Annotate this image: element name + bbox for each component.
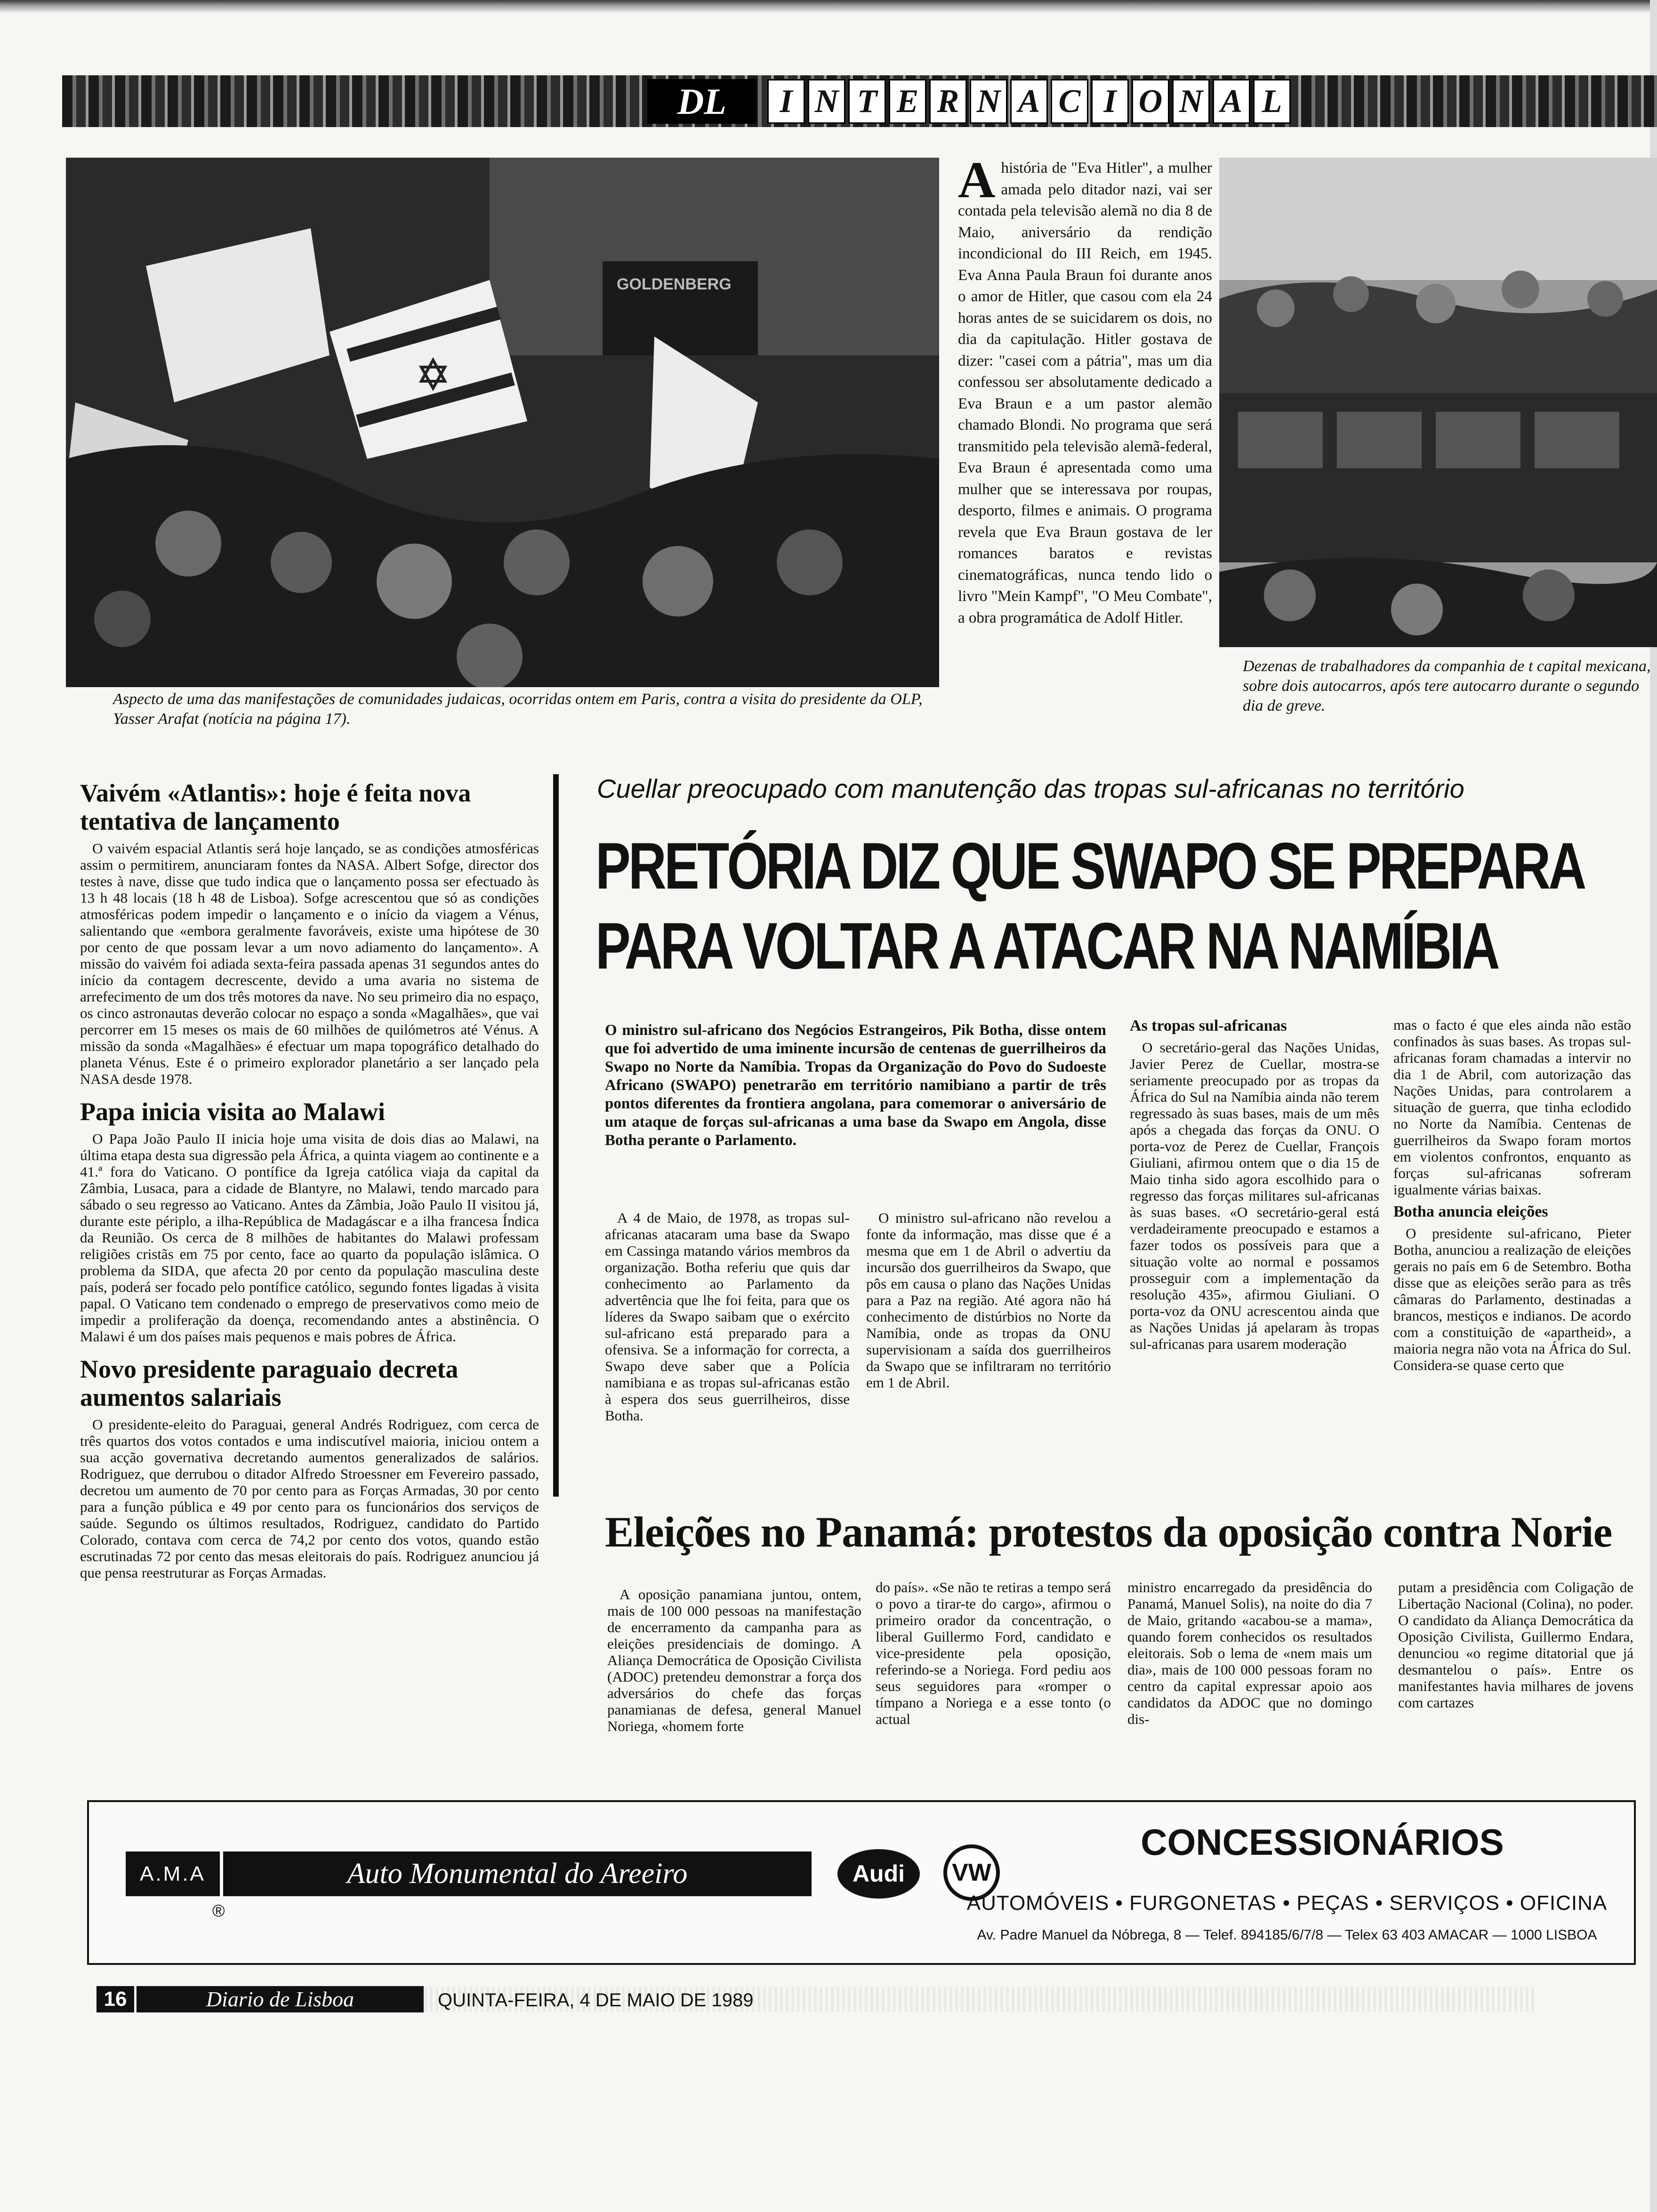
issue-date: QUINTA-FEIRA, 4 DE MAIO DE 1989 <box>438 1990 754 2011</box>
section-title <box>767 79 1291 124</box>
main-col2: O ministro sul-africano não revelou a fonte da informação, mas disse que é a mesma que em 1 de Abril o advertiu da incursão dos guerrilheiros da Swapo, que pôs em causa o plano das Nações Unidas para a Paz na região. Até agora não há conhecimento de distúrbios no Norte da Namíbia, onde as tropas da ONU supervisionam a saída dos guerrilheiros da Swapo que se infiltraram no território em 1 de Abril. <box>866 1210 1111 1391</box>
section-letter: R <box>929 79 967 124</box>
section-letter: N <box>970 79 1007 124</box>
main-headline <box>595 826 1650 986</box>
ad-services: AUTOMÓVEIS • FURGONETAS • PEÇAS • SERVIÇOS • OFICINA <box>966 1891 1608 1915</box>
scan-top-edge <box>0 0 1657 13</box>
panama-col1: A oposição panamiana juntou, ontem, mais de 100 000 pessoas na manifestação de encerramento da campanha para as eleições presidenciais de domingo. A Aliança Democrática de Oposição Civilista (ADOC) pretendeu demonstrar a força dos adversários do chefe das forças panamianas de defesa, general Manuel Noriega, «homem forte <box>607 1586 861 1734</box>
col4-body: mas o facto é que eles ainda não estão confinados às suas bases. As tropas sul-africanas foram chamadas a intervir no dia 1 de Abril, com autorização das Nações Unidas, para controlarem a situação de guerra, que tinha eclodido no Norte da Namíbia. Centenas de guerrilheiros da Swapo foram mortos em violentos confrontos, enquanto as forças sul-africanas sofreram igualmente várias baixas. <box>1393 1017 1631 1198</box>
pope-body: O Papa João Paulo II inicia hoje uma visita de dois dias ao Malawi, na última etapa desta sua digressão pela África, a quinta viagem ao continente e a 41.ª fora do Vaticano. O pontífice da Igreja católica viaja da capital da Zâmbia, Lusaca, para a cidade de Blantyre, no Malawi, tendo marcado para sábado o seu regresso ao Vaticano. Antes da Zâmbia, João Paulo II visitou já, durante este périplo, a ilha-República de Madagáscar e a ilha francesa Índica da Reunião. Os cerca de 8 milhões de habitantes do Malawi professam religiões cristãs em 75 por cento, face ao quarto da população islâmica. O problema da SIDA, que afecta 20 por cento da população masculina deste país, poderá ser focado pelo pontífice católico, segundo fontes ligadas à visita papal. O Vaticano tem condenado o emprego de preservativos como meio de impedir a proliferação da doença, recomendando antes a abstinência. O Malawi é um dos países mais pequenos e mais pobres de África. <box>80 1130 539 1345</box>
main-headline-line1: PRETÓRIA DIZ QUE SWAPO SE PREPARA <box>595 829 1585 903</box>
col3-subhead: As tropas sul-africanas <box>1130 1017 1287 1034</box>
pope-headline: Papa inicia visita ao Malawi <box>80 1098 385 1126</box>
photo-mexico-caption: Dezenas de trabalhadores da companhia de t capital mexicana, sobre dois autocarros, após tere autocarro durante o segundo dia de greve. <box>1243 657 1651 714</box>
eva-story <box>958 151 1212 629</box>
main-lead: O ministro sul-africano dos Negócios Estrangeiros, Pik Botha, disse ontem que foi advertido de uma iminente incursão de centenas de guerrilheiros da Swapo no Norte da Namíbia. Tropas da Organização do Povo do Sudoeste Africano (SWAPO) penetrarão em território namibiano a partir de três pontos diferentes da frontiera angolana, para comemorar o aniversário de um ataque de forças sul-africanas a uma base da Swapo em Angola, disse Botha perante o Parlamento. <box>605 1022 1106 1149</box>
left-news-column <box>80 779 539 1581</box>
atlantis-body: O vaivém espacial Atlantis será hoje lançado, se as condições atmosféricas assim o permitirem, anunciaram fontes da NASA. Albert Sofge, director dos testes à nave, disse que tudo indica que o lançamento possa ser efectuado às 13 h 48 locais (18 h 48 de Lisboa). Sofge acrescentou que só as condições atmosféricas podem impedir o lançamento e o início da viagem a Vénus, salientando que «embora geralmente favoráveis, existe uma hipótese de 30 por cento de que possam levar a um novo adiamento do lançamento». A missão do vaivém foi adiada sexta-feira passada apenas 31 segundos antes do início da contagem decrescente, devido a uma avaria no sistema de arrefecimento de um dos três motores da nave. No seu primeiro dia no espaço, os cinco astronautas deverão colocar no espaço a sonda «Magalhães», que vai percorrer em 15 meses os mais de 60 milhões de quilómetros até Vénus. A missão da sonda «Magalhães» é efectuar um mapa topográfico detalhado do planeta Vénus. Este é o primeiro explorador planetário a ser lançado pela NASA desde 1978. <box>80 840 539 1087</box>
photo-paris-demonstration <box>66 158 939 687</box>
paraguay-headline: Novo presidente paraguaio decreta aumentos salariais <box>80 1355 458 1411</box>
main-col1: A 4 de Maio, de 1978, as tropas sul-africanas atacaram uma base da Swapo em Cassinga matando vários membros da organização. Botha referiu que quis dar conhecimento ao Parlamento da advertência que lhe foi feita, para que os líderes da Swapo saibam que o exército sul-africano está preparado para a ofensiva. Se a informação for correcta, a Swapo deve saber que a Polícia namibiana e as tropas sul-africanas estão à espera dos seus guerrilheiros, disse Botha. <box>605 1210 850 1424</box>
section-letter: C <box>1051 79 1088 124</box>
paper-name: Diario de Lisboa <box>137 1986 424 2012</box>
panama-col4: putam a presidência com Coligação de Libertação Nacional (Colina), no poder. O candidato da Aliança Democrática da Oposição Civilista, Guillermo Endara, denunciou «o regime ditatorial que já desmantelou o país». Entre os manifestantes havia milhares de jovens com cartazes <box>1398 1579 1633 1711</box>
section-letter: A <box>1213 79 1250 124</box>
main-headline-line2: PARA VOLTAR A ATACAR NA NAMÍBIA <box>595 909 1498 983</box>
photo-mexico-buses <box>1219 158 1657 647</box>
audi-logo: Audi <box>837 1849 920 1899</box>
car-dealer-ad <box>87 1800 1636 1965</box>
shop-sign: GOLDENBERG <box>617 275 732 293</box>
photo-paris-caption: Aspecto de uma das manifestações de comunidades judaicas, ocorridas ontem em Paris, contra a visita do presidente da OLP, Yasser Arafat (notícia na página 17). <box>113 690 923 728</box>
column-rule <box>553 774 559 1497</box>
col4b-body: O presidente sul-africano, Pieter Botha, anunciou a realização de eleições gerais no país em 6 de Setembro. Botha disse que as eleições serão para as três câmaras do Parlamento, destinadas a brancos, mestiços e indianos. De acordo com a constituição de «apartheid», a maioria negra não vota na África do Sul. Considera-se quase certo que <box>1393 1225 1631 1373</box>
col4-subhead: Botha anuncia eleições <box>1393 1203 1548 1220</box>
registered-mark: ® <box>212 1901 225 1920</box>
panama-col3: ministro encarregado da presidência do Panamá, Manuel Solis), na noite do dia 7 de Maio, gritando «acabou-se a mama», quando forem conhecidos os resultados eleitorais. Sob o lema de «nem mais um dia», mais de 100 000 pessoas foram no centro da capital expressar apoio aos candidatos da ADOC que no domingo dis- <box>1127 1579 1372 1727</box>
masthead-logo: DL <box>647 79 756 124</box>
panama-headline: Eleições no Panamá: protestos da oposição contra Norie <box>605 1508 1612 1556</box>
vw-logo: VW <box>943 1844 1000 1901</box>
ad-address: Av. Padre Manuel da Nóbrega, 8 — Telef. 894185/6/7/8 — Telex 63 403 AMACAR — 1000 LISBOA <box>977 1927 1597 1943</box>
col3-body: O secretário-geral das Nações Unidas, Javier Perez de Cuellar, mostra-se seriamente preocupado por as tropas da África do Sul na Namíbia ainda não terem regressado às suas bases, mais de um mês após a chegada das forças da ONU. O porta-voz de Perez de Cuellar, François Giuliani, afirmou ontem que o dia 15 de Maio tinha sido agora escolhido para o regresso das forças militares sul-africanas às suas bases. «O secretário-geral está verdadeiramente preocupado e estamos a fazer todos os possíveis para que a situação volte ao normal e possamos prosseguir com a implementação da resolução 435», afirmou Giuliani. O porta-voz da ONU acrescentou ainda que as Nações Unidas já apelaram às tropas sul-africanas para usarem moderação <box>1130 1039 1379 1352</box>
section-letter: N <box>1172 79 1210 124</box>
section-letter: E <box>889 79 926 124</box>
ama-badge: A.M.A <box>126 1851 220 1896</box>
section-letter: L <box>1253 79 1291 124</box>
photo-paris-illustration <box>66 158 939 687</box>
section-letter: A <box>1010 79 1048 124</box>
photo-mexico-illustration <box>1219 158 1657 647</box>
section-letter: I <box>1091 79 1129 124</box>
main-kicker: Cuellar preocupado com manutenção das tropas sul-africanas no território <box>597 774 1464 803</box>
section-letter: T <box>848 79 886 124</box>
main-col4 <box>1393 1017 1631 1373</box>
panama-col2: do país». «Se não te retiras a tempo será o povo a tirar-te do cargo», afirmou o primeiro orador da concentração, o liberal Guillermo Ford, candidato e vice-presidente pela oposição, referindo-se a Noriega. Ford pediu aos seus seguidores para «romper o tímpano a Noriega e a esse tonto (o actual <box>876 1579 1111 1727</box>
section-letter: I <box>767 79 805 124</box>
eva-story-text: história de "Eva Hitler", a mulher amada pelo ditador nazi, vai ser contada pela televisão alemã no dia 8 de Maio, aniversário da rendição incondicional do III Reich, em 1945. Eva Anna Paula Braun foi durante anos o amor de Hitler, que casou com ela 24 horas antes de se suicidarem os dois, no dia da capitulação. Hitler gostava de dizer: "casei com a pátria", mas um dia confessou ser absolutamente dedicado a Eva Braun e a um pastor alemão chamado Blondi. No programa que será transmitido pela televisão alemã-federal, Eva Braun é apresentada como uma mulher que se interessava por roupas, desporto, filmes e animais. O programa revela que Eva Braun gostava de ler romances baratos e revistas cinematográficas, nunca tendo lido o livro "Mein Kampf", "O Meu Combate", a obra programática de Adolf Hitler. <box>958 160 1212 626</box>
page-number: 16 <box>97 1986 134 2012</box>
atlantis-headline: Vaivém «Atlantis»: hoje é feita nova tentativa de lançamento <box>80 779 471 835</box>
main-col3 <box>1130 1017 1379 1352</box>
ad-title: CONCESSIONÁRIOS <box>1141 1821 1504 1863</box>
dealer-name: Auto Monumental do Areeiro <box>223 1851 812 1896</box>
section-letter: O <box>1132 79 1169 124</box>
paraguay-body: O presidente-eleito do Paraguai, general Andrés Rodriguez, com cerca de três quartos dos votos contados e uma indiscutível maioria, iniciou ontem a sua acção governativa decretando aumentos generalizados de salários. Rodriguez, que derrubou o ditador Alfredo Stroessner em Fevereiro passado, decretou um aumento de 70 por cento para as Forças Armadas, 30 por cento para a função pública e 49 por cento para os funcionários dos serviços de saúde. Segundo os últimos resultados, Rodriguez, candidato do Partido Colorado, contava com cerca de 74,2 por cento dos votos, quando estão escrutinadas 72 por cento das mesas eleitorais do país. Rodriguez anunciou já que pensa reestruturar as Forças Armadas. <box>80 1416 539 1581</box>
section-letter: N <box>808 79 845 124</box>
eva-dropcap: A <box>958 151 996 208</box>
